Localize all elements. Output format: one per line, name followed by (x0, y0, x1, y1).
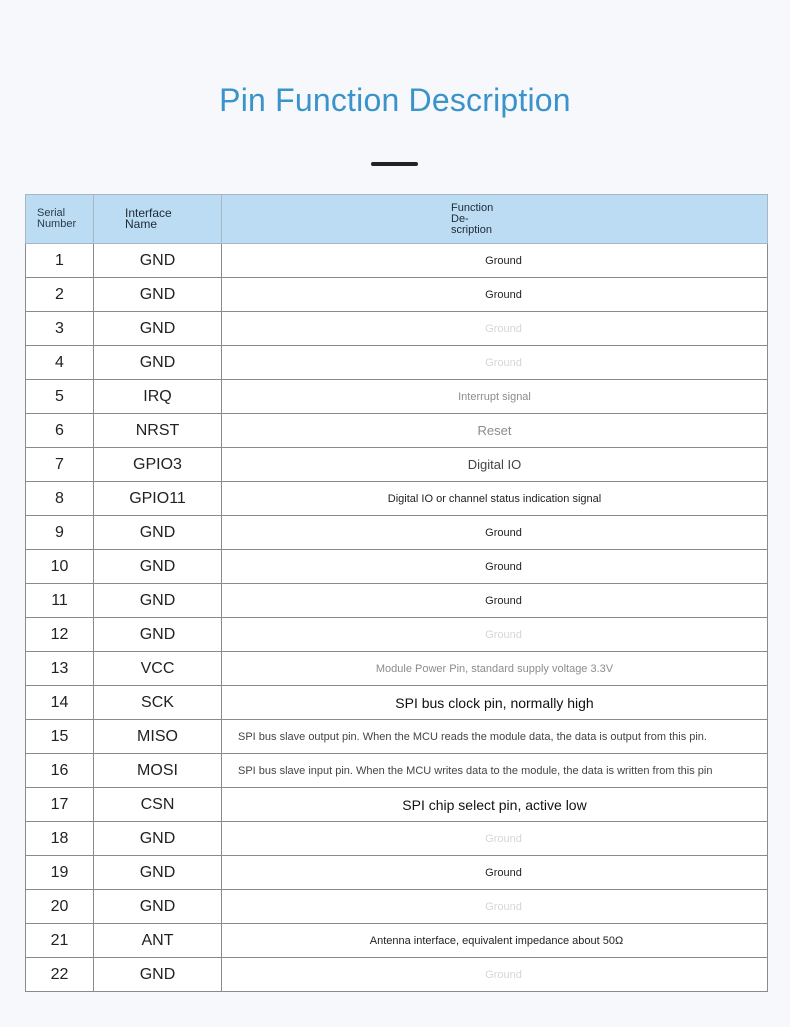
description-cell: Digital IO or channel status indication signal (222, 482, 768, 516)
interface-name-cell: GND (94, 822, 222, 856)
header-serial-number (26, 195, 94, 244)
interface-name-cell: GND (94, 550, 222, 584)
description-cell: SPI bus slave input pin. When the MCU writes data to the module, the data is written from this pin (222, 754, 768, 788)
interface-name-cell: SCK (94, 686, 222, 720)
interface-name-cell: IRQ (94, 380, 222, 414)
description-cell: SPI bus slave output pin. When the MCU reads the module data, the data is output from this pin. (222, 720, 768, 754)
table-row (26, 312, 768, 346)
interface-name-cell: MISO (94, 720, 222, 754)
table-row (26, 890, 768, 924)
serial-cell: 14 (26, 686, 94, 720)
serial-cell: 19 (26, 856, 94, 890)
table-row (26, 448, 768, 482)
description-cell: Antenna interface, equivalent impedance about 50Ω (222, 924, 768, 958)
serial-cell: 3 (26, 312, 94, 346)
serial-cell: 18 (26, 822, 94, 856)
description-cell: Module Power Pin, standard supply voltage 3.3V (222, 652, 768, 686)
serial-cell: 5 (26, 380, 94, 414)
table-row (26, 380, 768, 414)
table-row (26, 754, 768, 788)
interface-name-cell: GND (94, 958, 222, 992)
serial-cell: 12 (26, 618, 94, 652)
interface-name-cell: GND (94, 346, 222, 380)
header-name-line2: Name (125, 217, 158, 231)
table-row (26, 482, 768, 516)
table-row (26, 686, 768, 720)
interface-name-cell: GND (94, 618, 222, 652)
serial-cell: 4 (26, 346, 94, 380)
description-cell: Ground (222, 890, 768, 924)
table-row (26, 856, 768, 890)
interface-name-cell: ANT (94, 924, 222, 958)
table-row (26, 414, 768, 448)
interface-name-cell: VCC (94, 652, 222, 686)
serial-cell: 8 (26, 482, 94, 516)
interface-name-cell: GND (94, 856, 222, 890)
table-row (26, 958, 768, 992)
title-divider (371, 162, 418, 166)
page-title: Pin Function Description (219, 82, 571, 118)
description-cell: Ground (222, 618, 768, 652)
serial-cell: 13 (26, 652, 94, 686)
interface-name-cell: GND (94, 516, 222, 550)
pin-function-table (25, 194, 768, 992)
table-row (26, 244, 768, 278)
serial-cell: 17 (26, 788, 94, 822)
serial-cell: 6 (26, 414, 94, 448)
description-cell: Ground (222, 278, 768, 312)
serial-cell: 11 (26, 584, 94, 618)
interface-name-cell: CSN (94, 788, 222, 822)
description-cell: Ground (222, 346, 768, 380)
serial-cell: 16 (26, 754, 94, 788)
header-interface-name (94, 195, 222, 244)
table-row (26, 788, 768, 822)
description-cell: SPI chip select pin, active low (222, 788, 768, 822)
table-row (26, 924, 768, 958)
serial-cell: 21 (26, 924, 94, 958)
table-row (26, 618, 768, 652)
interface-name-cell: NRST (94, 414, 222, 448)
table-row (26, 584, 768, 618)
description-cell: Ground (222, 244, 768, 278)
interface-name-cell: GND (94, 278, 222, 312)
description-cell: SPI bus clock pin, normally high (222, 686, 768, 720)
interface-name-cell: GND (94, 584, 222, 618)
header-desc-line2: scription (451, 223, 492, 236)
serial-cell: 2 (26, 278, 94, 312)
description-cell: Ground (222, 822, 768, 856)
interface-name-cell: GPIO11 (94, 482, 222, 516)
header-name-line1: Interface (125, 206, 172, 220)
table-header-row (26, 195, 768, 244)
serial-cell: 9 (26, 516, 94, 550)
description-cell: Ground (222, 958, 768, 992)
serial-cell: 10 (26, 550, 94, 584)
description-cell: Ground (222, 312, 768, 346)
header-serial-line2: Number (37, 218, 77, 230)
interface-name-cell: GND (94, 890, 222, 924)
table-row (26, 652, 768, 686)
table-row (26, 822, 768, 856)
interface-name-cell: GPIO3 (94, 448, 222, 482)
description-cell: Ground (222, 516, 768, 550)
serial-cell: 1 (26, 244, 94, 278)
table-row (26, 550, 768, 584)
description-cell: Ground (222, 856, 768, 890)
table-row (26, 346, 768, 380)
header-serial-line1: Serial (37, 207, 66, 219)
header-function-description (222, 195, 768, 244)
table-row (26, 278, 768, 312)
interface-name-cell: GND (94, 244, 222, 278)
description-cell: Interrupt signal (222, 380, 768, 414)
serial-cell: 20 (26, 890, 94, 924)
interface-name-cell: MOSI (94, 754, 222, 788)
description-cell: Digital IO (222, 448, 768, 482)
description-cell: Reset (222, 414, 768, 448)
description-cell: Ground (222, 550, 768, 584)
header-desc-line1: Function De- (451, 201, 494, 225)
interface-name-cell: GND (94, 312, 222, 346)
serial-cell: 22 (26, 958, 94, 992)
description-cell: Ground (222, 584, 768, 618)
table-row (26, 516, 768, 550)
serial-cell: 15 (26, 720, 94, 754)
table-row (26, 720, 768, 754)
serial-cell: 7 (26, 448, 94, 482)
